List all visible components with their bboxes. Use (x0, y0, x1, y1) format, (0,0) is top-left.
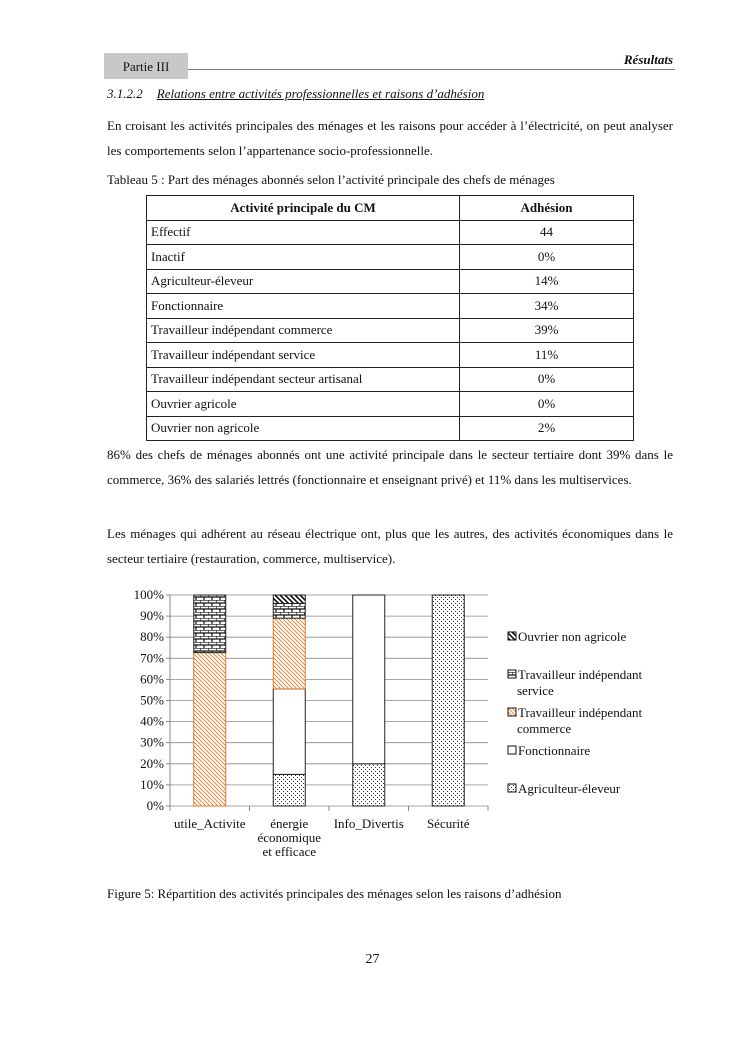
bar-segment-blank (353, 595, 385, 764)
legend-swatch (508, 632, 516, 640)
intro-paragraph: En croisant les activités principales des ménages et les raisons pour accéder à l’électricité, on peut analyser les comportements selon l’appartenance socio-professionnelle. (107, 118, 673, 158)
bar-segment-dots (353, 764, 385, 806)
adhesion-cell: 39% (460, 318, 634, 343)
adhesion-cell: 34% (460, 294, 634, 319)
y-tick-label: 30% (140, 734, 164, 750)
legend-label: Travailleur indépendant (518, 705, 643, 720)
legend-label: service (517, 683, 554, 698)
figure-caption: Figure 5: Répartition des activités principales des ménages selon les raisons d’adhésion (107, 886, 562, 901)
x-tick-label: et efficace (262, 844, 317, 859)
bar-segment-hatch (273, 618, 305, 689)
table-header: Activité principale du CM (147, 196, 460, 221)
legend-label: Travailleur indépendant (518, 667, 643, 682)
bar-segment-brick (273, 603, 305, 618)
legend-swatch (508, 670, 516, 678)
legend-swatch (508, 708, 516, 716)
activity-cell: Inactif (147, 245, 460, 270)
y-tick-label: 40% (140, 713, 164, 729)
part-tab: Partie III (104, 53, 188, 79)
y-tick-label: 100% (133, 587, 164, 602)
x-tick-label: énergie (270, 816, 309, 831)
header-section-title: Résultats (623, 52, 673, 67)
paragraph-1: 86% des chefs de ménages abonnés ont une activité principale dans le secteur tertiaire dont 39% dans le commerce, 36% des salariés lettrés (fonctionnaire et enseignant privé) et 11% dans les multiservices. (107, 447, 673, 487)
bar-segment-stripe (273, 595, 305, 603)
x-tick-label: utile_Activite (174, 816, 246, 831)
legend-label: Fonctionnaire (518, 743, 591, 758)
section-title: Relations entre activités professionnelles et raisons d’adhésion (156, 86, 485, 101)
legend-label: Ouvrier non agricole (518, 629, 627, 644)
y-tick-label: 50% (140, 692, 164, 708)
x-tick-label: Info_Divertis (333, 816, 404, 831)
adhesion-cell: 0% (460, 245, 634, 270)
y-tick-label: 0% (146, 798, 164, 813)
table-caption: Tableau 5 : Part des ménages abonnés selon l’activité principale des chefs de ménages (107, 172, 555, 187)
activity-cell: Travailleur indépendant secteur artisanal (147, 367, 460, 392)
y-tick-label: 70% (140, 650, 164, 666)
adhesion-cell: 0% (460, 392, 634, 417)
y-tick-label: 90% (140, 608, 164, 624)
activity-cell: Ouvrier agricole (147, 392, 460, 417)
adhesion-cell: 14% (460, 269, 634, 294)
y-tick-label: 80% (140, 629, 164, 645)
x-tick-label: économique (257, 830, 322, 845)
bar-segment-brick (194, 595, 226, 653)
y-tick-label: 20% (140, 755, 164, 771)
adhesion-cell: 2% (460, 416, 634, 441)
legend-label: Agriculteur-éleveur (518, 781, 621, 796)
activity-cell: Travailleur indépendant service (147, 343, 460, 368)
page-number: 27 (365, 952, 380, 967)
y-tick-label: 10% (140, 776, 164, 792)
adhesion-cell: 44 (460, 220, 634, 245)
bar-segment-hatch (194, 653, 226, 806)
bar-segment-dots (273, 774, 305, 806)
adhesion-cell: 11% (460, 343, 634, 368)
paragraph-2: Les ménages qui adhérent au réseau électrique ont, plus que les autres, des activités économiques dans le secteur tertiaire (restauration, commerce, multiservice). (107, 526, 673, 566)
x-tick-label: Sécurité (426, 816, 470, 831)
activity-cell: Travailleur indépendant commerce (147, 318, 460, 343)
table-header: Adhésion (460, 196, 634, 221)
bar-segment-blank (273, 689, 305, 774)
section-number: 3.1.2.2 (107, 86, 143, 101)
legend-label: commerce (517, 721, 572, 736)
activity-cell: Effectif (147, 220, 460, 245)
activity-cell: Ouvrier non agricole (147, 416, 460, 441)
bar-segment-dots (432, 595, 464, 806)
y-tick-label: 60% (140, 671, 164, 687)
activity-cell: Agriculteur-éleveur (147, 269, 460, 294)
activity-cell: Fonctionnaire (147, 294, 460, 319)
adhesion-cell: 0% (460, 367, 634, 392)
legend-swatch (508, 784, 516, 792)
legend-swatch (508, 746, 516, 754)
